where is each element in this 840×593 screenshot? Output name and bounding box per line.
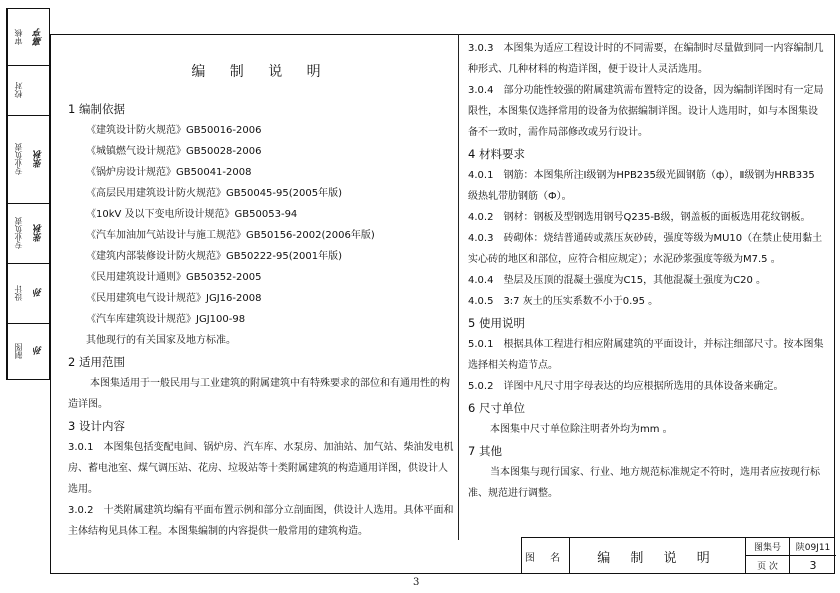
paragraph: 4.0.4 垫层及压顶的混凝土强度为C15，其他混凝土强度为C20 。 bbox=[468, 275, 767, 286]
paragraph: 4.0.1 钢筋：本图集所注Ⅰ级钢为HPB235级光圆钢筋（ф），Ⅱ级钢为HRB335级热轧带肋钢筋（Ф）。 bbox=[468, 170, 815, 202]
sidebar-label: 专业负责 bbox=[7, 115, 29, 203]
reference-item: 《10kV 及以下变电所设计规范》GB50053-94 bbox=[86, 209, 298, 220]
page-title: 编 制 说 明 bbox=[191, 64, 331, 80]
paragraph: 4.0.5 3:7 灰土的压实系数不小于0.95 。 bbox=[468, 296, 659, 307]
paragraph: 3.0.2 十类附属建筑均编有平面布置示例和部分立剖面图，供设计人选用。具体平面和主体结构见具体工程。本图集编制的内容提供一般常用的建筑构造。 bbox=[68, 505, 454, 537]
paragraph: 本图集中尺寸单位除注明者外均为mm 。 bbox=[490, 424, 673, 435]
signature: 嘉亨 bbox=[34, 28, 44, 46]
title-block bbox=[521, 537, 835, 573]
reference-item: 《锅炉房设计规范》GB50041-2008 bbox=[86, 167, 252, 178]
paragraph: 本图集适用于一般民用与工业建筑的附属建筑中有特殊要求的部位和有通用性的构造详图。 bbox=[68, 378, 450, 410]
paragraph: 3.0.4 部分功能性较强的附属建筑需布置特定的设备，因为编制详图时有一定局限性，本图集仅选择常用的设备为依据编制详图。设计人选用时，如与本图集设备不一致时，需作局部修改或另行设计。 bbox=[468, 85, 824, 138]
reference-item: 《民用建筑设计通则》GB50352-2005 bbox=[86, 272, 262, 283]
paragraph: 3.0.3 本图集为适应工程设计时的不同需要，在编制时尽量做到同一内容编制几种形式、几种材料的构造详图，便于设计人灵活选用。 bbox=[468, 43, 824, 75]
sidebar-label: 专业负责 bbox=[7, 203, 29, 263]
sidebar-row-design bbox=[7, 263, 49, 324]
paragraph: 当本图集与现行国家、行业、地方规范标准规定不符时，选用者应按现行标准、规范进行调整。 bbox=[468, 467, 820, 499]
signature: 孙 bbox=[34, 346, 44, 356]
section-heading: 7 其他 bbox=[468, 444, 502, 458]
reference-item: 《建筑设计防火规范》GB50016-2006 bbox=[86, 125, 262, 136]
signature bbox=[28, 65, 49, 115]
page-number: 3 bbox=[413, 577, 420, 588]
sidebar-label: 制图 bbox=[7, 323, 29, 379]
paragraph: 5.0.2 详图中凡尺寸用字母表达的均应根据所选用的具体设备来确定。 bbox=[468, 381, 784, 392]
signature: 张秋 bbox=[34, 150, 44, 168]
section-heading: 5 使用说明 bbox=[468, 316, 525, 330]
paragraph: 3.0.1 本图集包括变配电间、锅炉房、汽车库、水泵房、加油站、加气站、柴油发电机房、蓄电池室、煤气调压站、花房、垃圾站等十类附属建筑的构造通用详图，供设计人选用。 bbox=[68, 442, 454, 495]
section-heading: 6 尺寸单位 bbox=[468, 401, 525, 415]
left-column bbox=[68, 50, 454, 542]
section-heading: 1 编制依据 bbox=[68, 102, 125, 116]
right-column bbox=[468, 38, 824, 504]
reference-item: 《城镇燃气设计规范》GB50028-2006 bbox=[86, 146, 262, 157]
sidebar-row-draft bbox=[7, 323, 49, 379]
sidebar-row-check bbox=[7, 65, 49, 116]
reference-tail: 其他现行的有关国家及地方标准。 bbox=[86, 335, 236, 346]
sidebar-label: 审核 bbox=[7, 9, 29, 65]
section-heading: 2 适用范围 bbox=[68, 355, 125, 369]
paragraph: 4.0.3 砖砌体：烧结普通砖或蒸压灰砂砖，强度等级为MU10（在禁止使用黏土实心砖的地区和部位，应符合相应规定）；水泥砂浆强度等级为M7.5 。 bbox=[468, 233, 823, 265]
drawing-name-label: 图 名 bbox=[522, 538, 570, 574]
sidebar-row-lead-2 bbox=[7, 203, 49, 264]
reference-item: 《民用建筑电气设计规范》JGJ16-2008 bbox=[86, 293, 262, 304]
section-heading: 3 设计内容 bbox=[68, 419, 125, 433]
sidebar-row-lead-1 bbox=[7, 115, 49, 204]
page-label: 页 次 bbox=[746, 556, 790, 574]
atlas-number-value: 陕09J11 bbox=[790, 538, 836, 556]
reference-item: 《建筑内部装修设计防火规范》GB50222-95(2001年版) bbox=[86, 251, 343, 262]
reference-item: 《汽车库建筑设计规范》JGJ100-98 bbox=[86, 314, 246, 325]
drawing-name-value: 编 制 说 明 bbox=[570, 538, 746, 574]
section-heading: 4 材料要求 bbox=[468, 147, 525, 161]
signature: 孙 bbox=[34, 288, 44, 298]
reference-item: 《汽车加油加气站设计与施工规范》GB50156-2002(2006年版) bbox=[86, 230, 375, 241]
sidebar-row-review bbox=[7, 9, 49, 66]
paragraph: 4.0.2 钢材：钢板及型钢选用钢号Q235-B级，钢盖板的面板选用花纹钢板。 bbox=[468, 212, 811, 223]
column-divider bbox=[458, 34, 459, 540]
sidebar-label: 设计 bbox=[7, 263, 29, 323]
sidebar-label: 校对 bbox=[7, 65, 29, 115]
paragraph: 5.0.1 根据具体工程进行相应附属建筑的平面设计，并标注细部尺寸。按本图集选择相关构造节点。 bbox=[468, 339, 824, 371]
page-value: 3 bbox=[809, 558, 817, 572]
atlas-number-label: 图集号 bbox=[746, 538, 790, 556]
signature-sidebar bbox=[6, 8, 50, 380]
signature: 张秋 bbox=[34, 224, 44, 242]
reference-item: 《高层民用建筑设计防火规范》GB50045-95(2005年版) bbox=[86, 188, 343, 199]
